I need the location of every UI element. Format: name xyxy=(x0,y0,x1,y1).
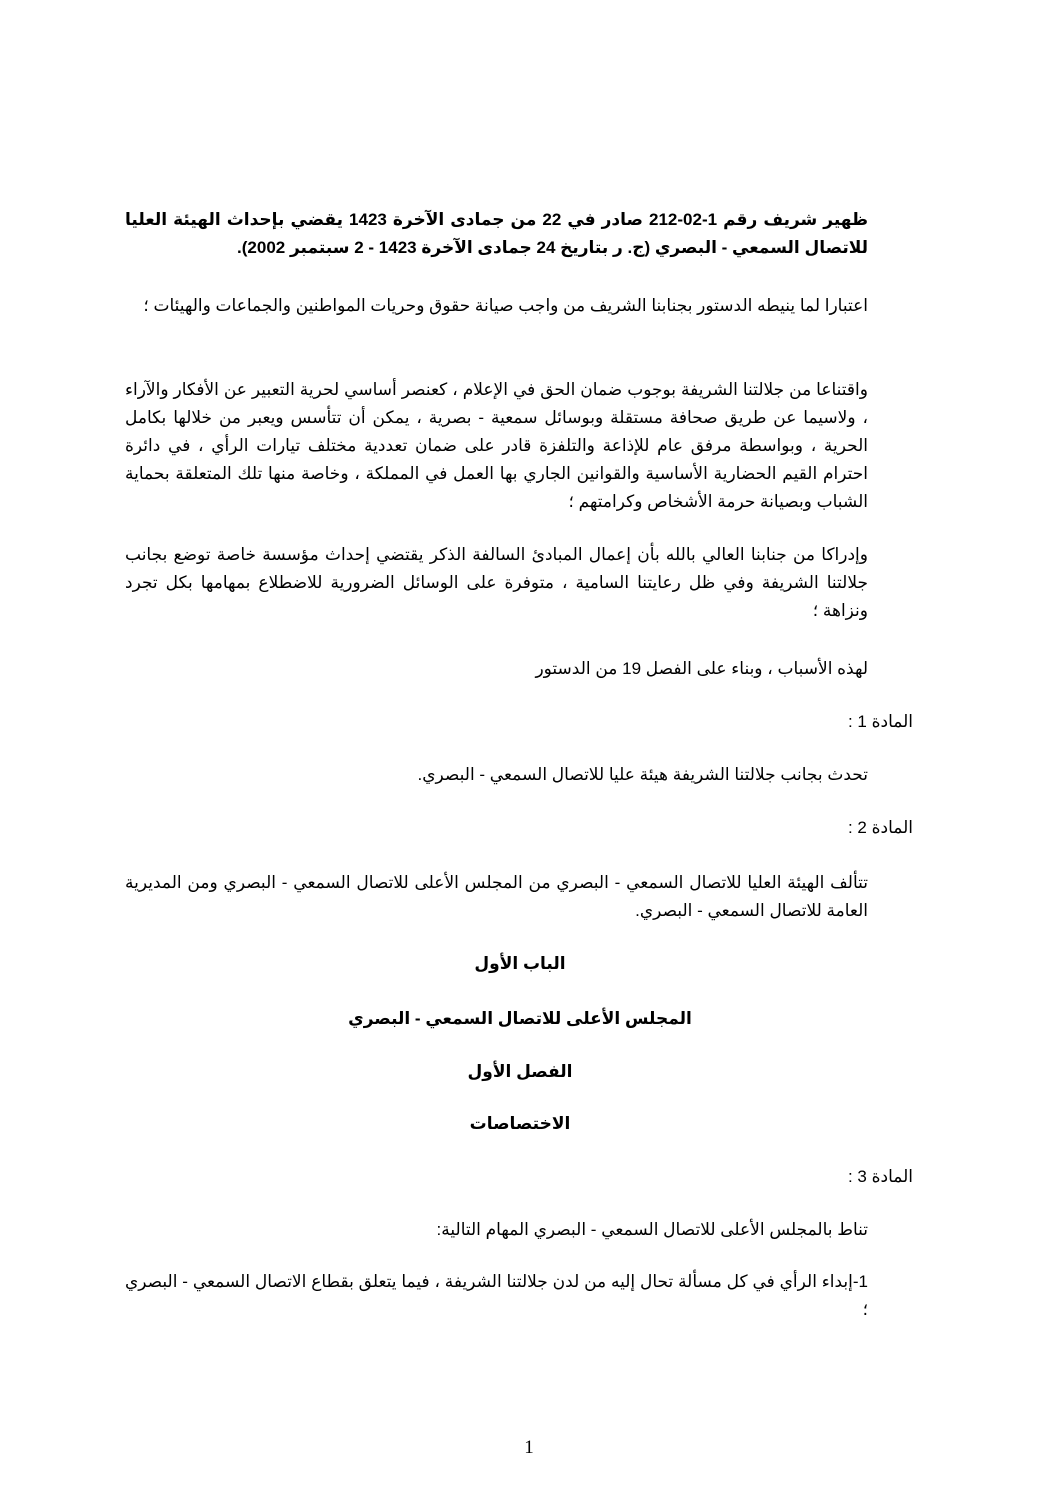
article-1-label: المادة 1 : xyxy=(847,712,913,731)
article-3-item-1: 1-إبداء الرأي في كل مسألة تحال إليه من لدن جلالتنا الشريفة ، فيما يتعلق بقطاع الاتصال السمعي - البصري ؛ xyxy=(125,1272,868,1319)
article-2-label: المادة 2 : xyxy=(847,818,913,837)
preamble-paragraph-1: اعتبارا لما ينيطه الدستور بجنابنا الشريف من واجب صيانة حقوق وحريات المواطنين والجماعات والهيئات ؛ xyxy=(143,296,868,315)
heading-council: المجلس الأعلى للاتصال السمعي - البصري xyxy=(348,1009,692,1028)
article-1-text: تحدث بجانب جلالتنا الشريفة هيئة عليا للاتصال السمعي - البصري. xyxy=(417,765,868,784)
preamble-paragraph-3: وإدراكا من جنابنا العالي بالله بأن إعمال المبادئ السالفة الذكر يقتضي إحداث مؤسسة خاصة توضع بجانب جلالتنا الشريفة وفي ظل رعايتنا السامية ، متوفرة على الوسائل الضرورية للاضطلاع بمهامها بكل تجرد ونزاهة ؛ xyxy=(125,545,868,620)
article-2-text: تتألف الهيئة العليا للاتصال السمعي - البصري من المجلس الأعلى للاتصال السمعي - البصري ومن المديرية العامة للاتصال السمعي - البصري. xyxy=(125,873,868,920)
heading-chapter: الفصل الأول xyxy=(467,1062,573,1081)
heading-part: الباب الأول xyxy=(474,954,566,973)
preamble-paragraph-4: لهذه الأسباب ، وبناء على الفصل 19 من الدستور xyxy=(535,659,868,678)
heading-section: الاختصاصات xyxy=(469,1114,571,1133)
article-3-label: المادة 3 : xyxy=(847,1167,913,1186)
decree-title: ظهير شريف رقم 1-02-212 صادر في 22 من جمادى الآخرة 1423 يقضي بإحداث الهيئة العليا للاتصال السمعي - البصري (ج. ر بتاريخ 24 جمادى الآخرة 1423 - 2 سبتمبر 2002). xyxy=(125,210,869,257)
page-number: 1 xyxy=(524,1437,534,1458)
article-3-intro: تناط بالمجلس الأعلى للاتصال السمعي - البصري المهام التالية: xyxy=(436,1220,868,1239)
preamble-paragraph-2: واقتناعا من جلالتنا الشريفة بوجوب ضمان الحق في الإعلام ، كعنصر أساسي لحرية التعبير عن الأفكار والآراء ، ولاسيما عن طريق صحافة مستقلة وبوسائل سمعية - بصرية ، يمكن أن تتأسس ويعبر من خلالها بكامل الحرية ، وبواسطة مرفق عام للإذاعة والتلفزة قادر على ضمان تعددية مختلف تيارات الرأي ، في دائرة احترام القيم الحضارية الأساسية والقوانين الجاري بها العمل في المملكة ، وخاصة منها تلك المتعلقة بحماية الشباب وبصيانة حرمة الأشخاص وكرامتهم ؛ xyxy=(125,380,868,511)
